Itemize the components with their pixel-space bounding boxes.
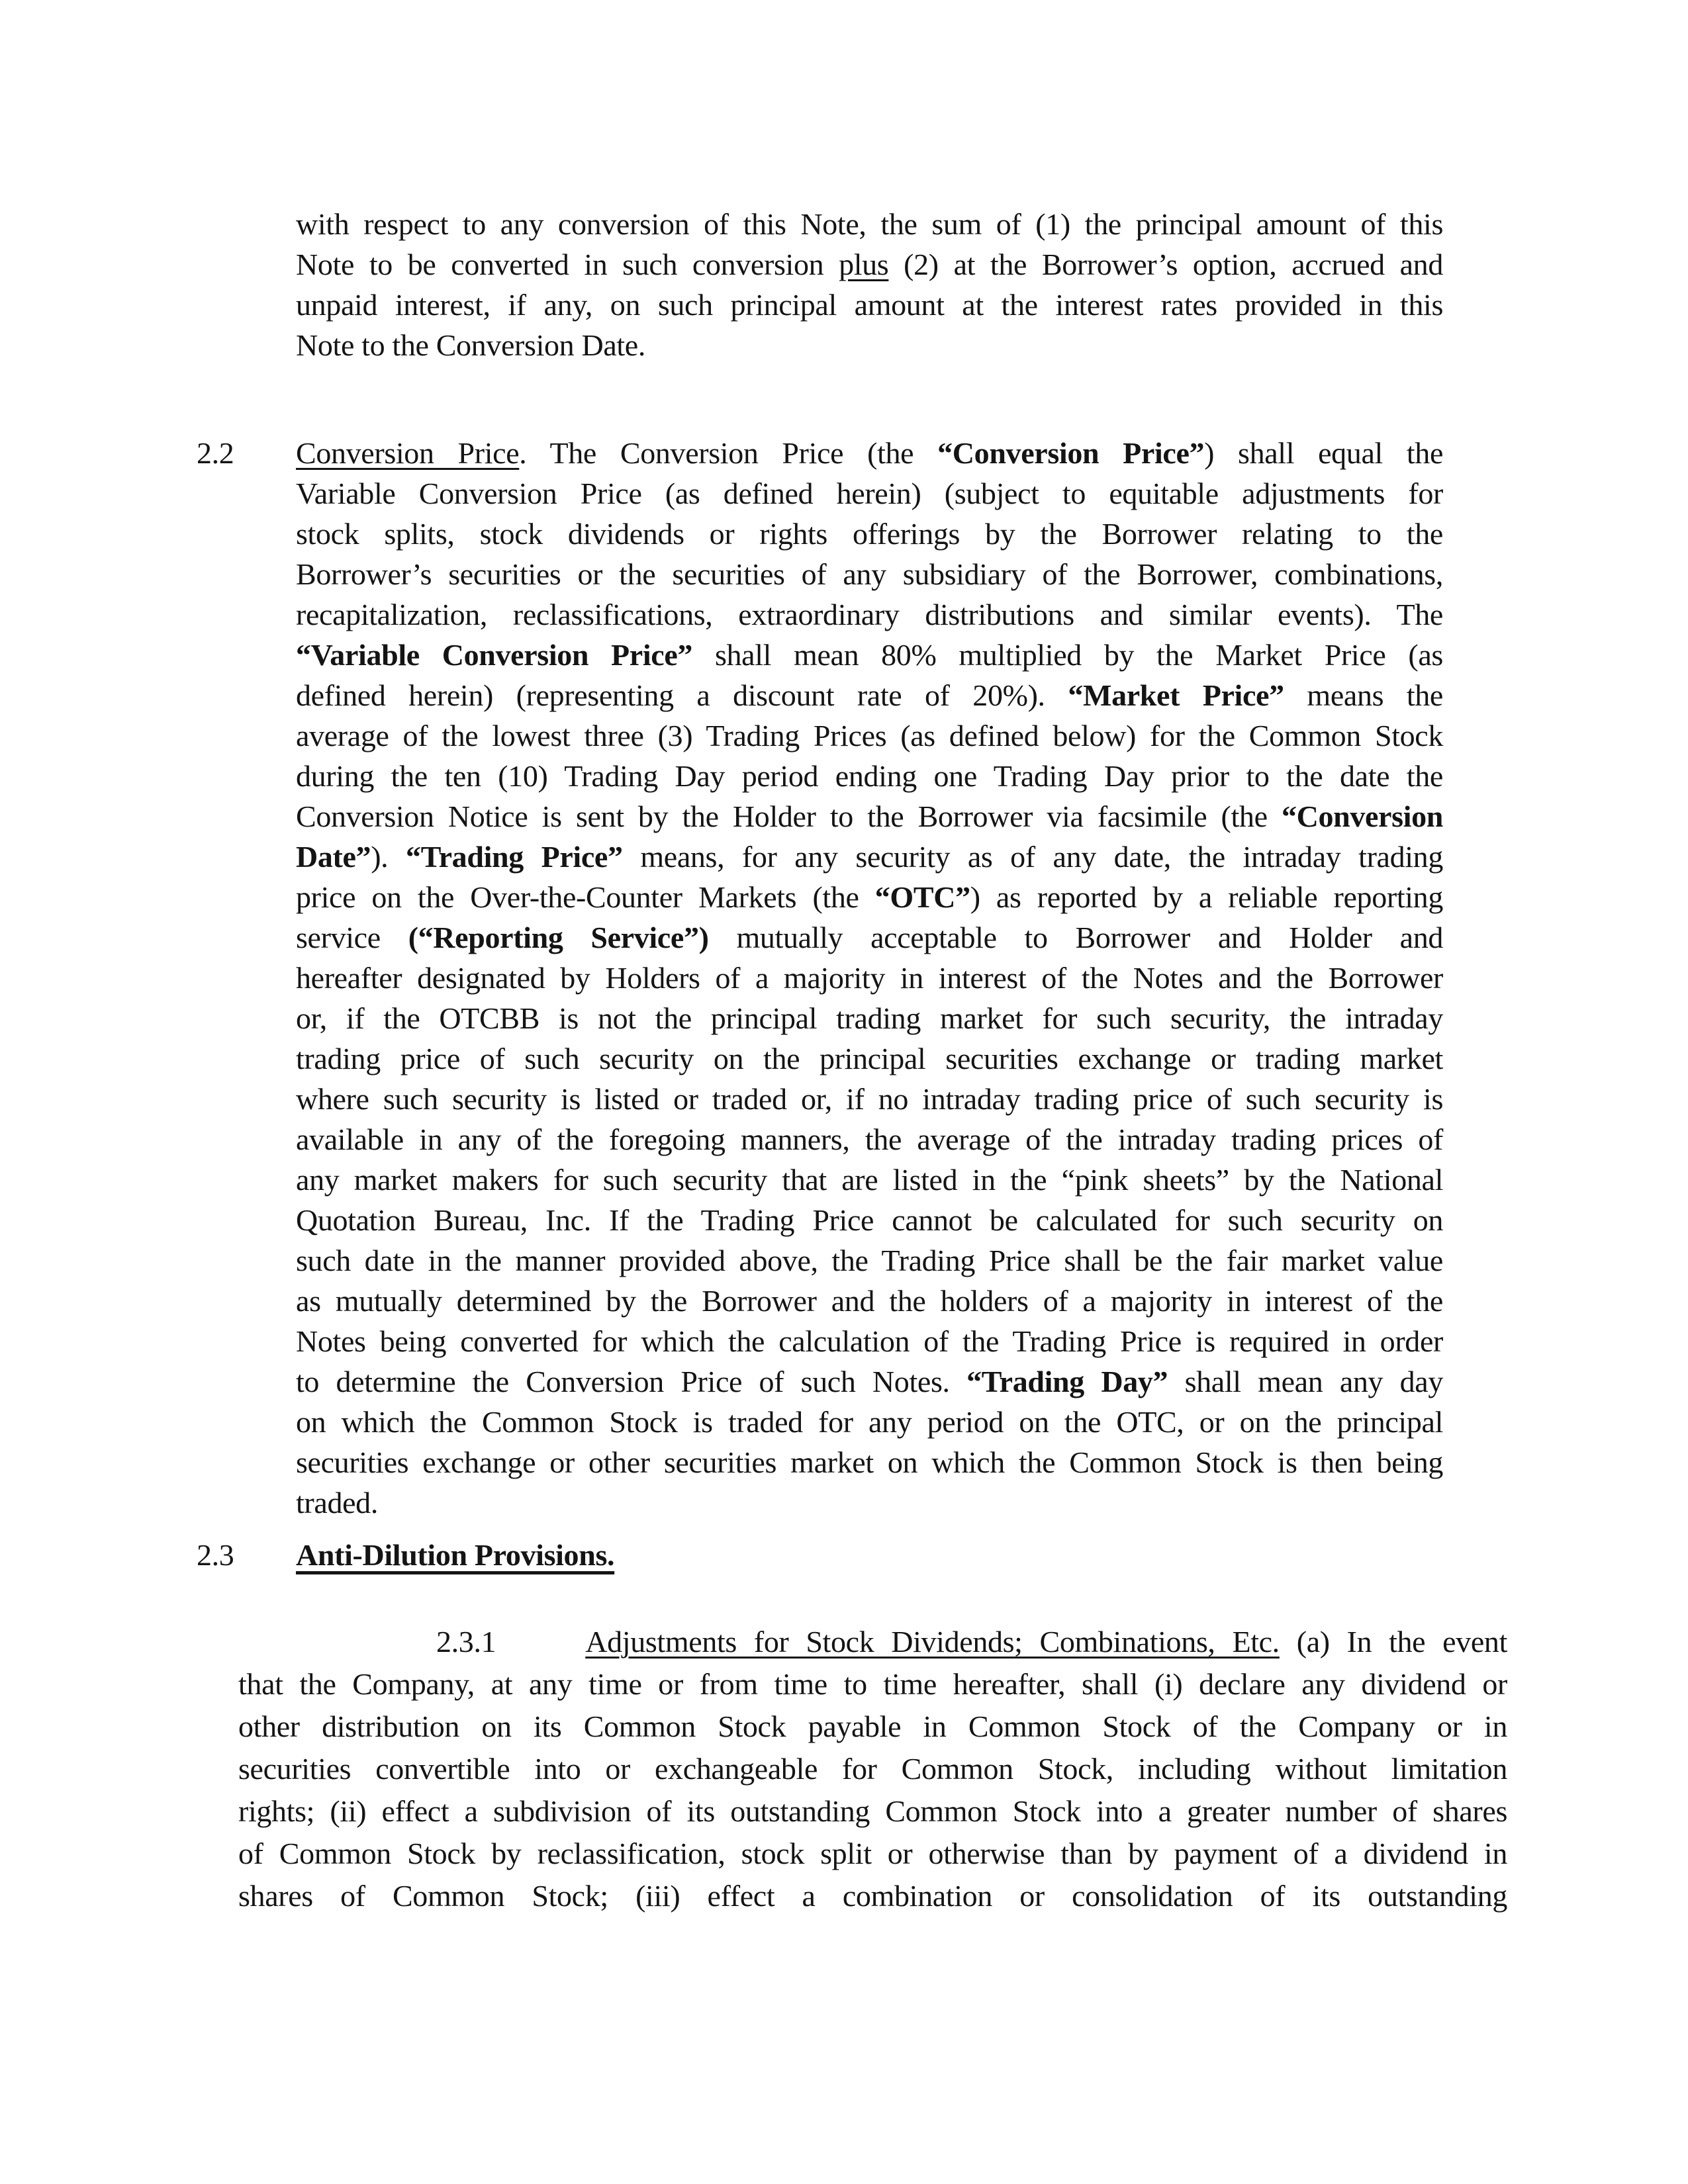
text-line: 2.3.1 Adjustments for Stock Dividends; Combinations, Etc. (a) In the event: [436, 1625, 1507, 1659]
text-line: shares of Common Stock; (iii) effect a combination or consolidation of its outstanding: [238, 1879, 1507, 1913]
text-line: with respect to any conversion of this Note, the sum of (1) the principal amount of this: [296, 207, 1443, 241]
text-line: price on the Over-the-Counter Markets (the “OTC”) as reported by a reliable reporting: [296, 880, 1443, 914]
text-line: available in any of the foregoing manners, the average of the intraday trading prices of: [296, 1122, 1443, 1156]
text-line: Anti-Dilution Provisions.: [296, 1538, 615, 1572]
text-line: defined herein) (representing a discount rate of 20%). “Market Price” means the: [296, 678, 1443, 712]
continuation-paragraph: [296, 204, 1443, 365]
text-line: average of the lowest three (3) Trading Prices (as defined below) for the Common Stock: [296, 719, 1443, 752]
section-number: 2.2: [197, 436, 234, 470]
text-line: as mutually determined by the Borrower and the holders of a majority in interest of the: [296, 1284, 1443, 1318]
text-line: securities exchange or other securities market on which the Common Stock is then being: [296, 1445, 1443, 1479]
text-line: rights; (ii) effect a subdivision of its outstanding Common Stock into a greater number of shares: [238, 1794, 1507, 1828]
text-line: Conversion Notice is sent by the Holder to the Borrower via facsimile (the “Conversion: [296, 799, 1443, 833]
text-line: Variable Conversion Price (as defined herein) (subject to equitable adjustments for: [296, 477, 1443, 510]
text-line: service (“Reporting Service”) mutually acceptable to Borrower and Holder and: [296, 921, 1443, 954]
text-line: any market makers for such security that are listed in the “pink sheets” by the National: [296, 1163, 1443, 1197]
text-line: during the ten (10) Trading Day period ending one Trading Day prior to the date the: [296, 759, 1443, 793]
text-line: or, if the OTCBB is not the principal trading market for such security, the intraday: [296, 1001, 1443, 1035]
text-line: other distribution on its Common Stock payable in Common Stock of the Company or in: [238, 1709, 1507, 1743]
section-number: 2.3: [197, 1538, 234, 1572]
text-line: that the Company, at any time or from time to time hereafter, shall (i) declare any dividend or: [238, 1667, 1507, 1701]
text-line: “Variable Conversion Price” shall mean 80% multiplied by the Market Price (as: [296, 638, 1443, 672]
subsection-number: 2.3.1: [436, 1625, 496, 1659]
text-line: on which the Common Stock is traded for any period on the OTC, or on the principal: [296, 1405, 1443, 1439]
text-line: of Common Stock by reclassification, stock split or otherwise than by payment of a dividend in: [238, 1837, 1507, 1870]
text-line: Date”). “Trading Price” means, for any security as of any date, the intraday trading: [296, 840, 1443, 874]
subsection-2-3-1: [238, 1621, 1507, 1917]
text-line: Note to be converted in such conversion plus (2) at the Borrower’s option, accrued and: [296, 248, 1443, 281]
section-body: [296, 433, 1443, 1523]
text-line: Conversion Price. The Conversion Price (the “Conversion Price”) shall equal the: [296, 436, 1444, 470]
text-line: securities convertible into or exchangeable for Common Stock, including without limitation: [238, 1752, 1507, 1786]
text-line: Quotation Bureau, Inc. If the Trading Price cannot be calculated for such security on: [296, 1203, 1443, 1237]
text-line: hereafter designated by Holders of a majority in interest of the Notes and the Borrower: [296, 961, 1443, 995]
text-line: to determine the Conversion Price of such Notes. “Trading Day” shall mean any day: [296, 1365, 1443, 1398]
text-line: where such security is listed or traded or, if no intraday trading price of such security is: [296, 1082, 1443, 1116]
text-line: unpaid interest, if any, on such principal amount at the interest rates provided in this: [296, 288, 1443, 322]
text-line: such date in the manner provided above, the Trading Price shall be the fair market value: [296, 1244, 1443, 1277]
text-line: trading price of such security on the principal securities exchange or trading market: [296, 1042, 1443, 1075]
text-line: traded.: [296, 1486, 378, 1520]
section-2-3: [0, 1535, 1688, 1575]
section-2-2: [0, 433, 1688, 1523]
text-line: Borrower’s securities or the securities of any subsidiary of the Borrower, combinations,: [296, 557, 1443, 591]
text-line: Note to the Conversion Date.: [296, 328, 646, 362]
section-heading: [296, 1535, 1443, 1575]
text-line: Notes being converted for which the calculation of the Trading Price is required in order: [296, 1324, 1443, 1358]
text-line: stock splits, stock dividends or rights offerings by the Borrower relating to the: [296, 517, 1443, 551]
text-line: recapitalization, reclassifications, extraordinary distributions and similar events). The: [296, 598, 1443, 631]
